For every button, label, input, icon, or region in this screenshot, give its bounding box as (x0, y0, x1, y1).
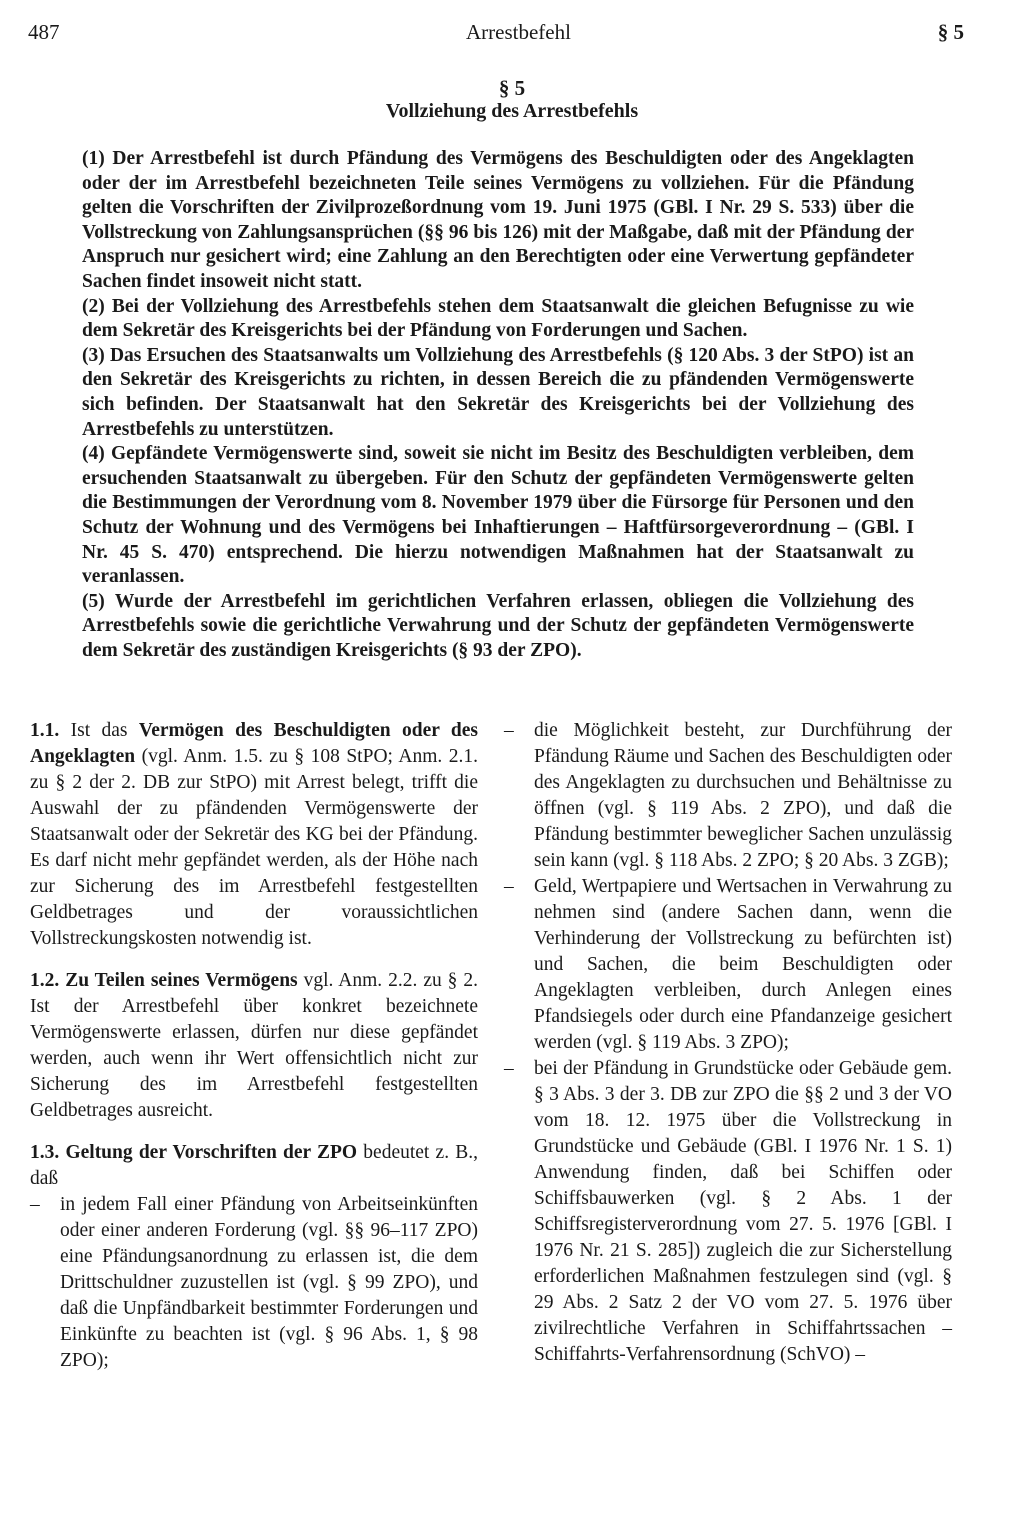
list-item: – in jedem Fall einer Pfändung von Arbeitseinkünften oder einer anderen Forderung (vgl. §§ 96–117 ZPO) eine Pfändungsanordnung zu erlassen ist, die dem Drittschuldner zuzustellen ist (vgl. § 99 ZPO), und daß die Unpfändbarkeit bestimmter Forderungen und Einkünfte zu beachten ist (vgl. § 96 Abs. 1, § 98 ZPO); (30, 1192, 478, 1374)
running-title: Arrestbefehl (466, 20, 571, 44)
list-item: – Geld, Wertpapiere und Wertsachen in Verwahrung zu nehmen sind (andere Sachen dann, wenn die Verhinderung der Vollstreckung zu befürchten ist) und Sachen, die beim Beschuldigten oder Angeklagten verbleiben, durch Anlegen eines Pfandsiegels oder durch eine Pfandanzeige gesichert werden (vgl. § 119 Abs. 3 ZPO); (504, 874, 952, 1056)
page-number: 487 (28, 20, 60, 44)
law-paragraph-1: (1) Der Arrestbefehl ist durch Pfändung des Vermögens des Beschuldigten oder des Angeklagten oder der im Arrestbefehl bezeichneten Teile seines Vermögens zu vollziehen. Für die Pfändung gelten die Vorschriften der Zivilprozeßordnung vom 19. Juni 1975 (GBl. I Nr. 29 S. 533) über die Vollstreckung von Zahlungsansprüchen (§§ 96 bis 126) mit der Maßgabe, daß mit der Pfändung der Anspruch nur gesichert wird; eine Zahlung an den Berechtigten oder eine Verwertung gepfändeter Sachen findet insoweit nicht statt. (82, 148, 914, 292)
note-list (30, 1192, 478, 1374)
law-paragraph-5: (5) Wurde der Arrestbefehl im gerichtlichen Verfahren erlassen, obliegen die Vollziehung des Arrestbefehls sowie die gerichtliche Verwahrung und der Schutz der gepfändeten Vermögenswerte dem Sekretär des zuständigen Kreisgerichts (§ 93 der ZPO). (82, 590, 914, 661)
section-title: Vollziehung des Arrestbefehls (385, 100, 639, 122)
note-list-continued (504, 718, 952, 1368)
law-text (82, 147, 914, 663)
note-text: bedeutet z. B., daß (30, 1142, 479, 1189)
commentary-left-column (30, 718, 478, 1390)
note-number: 1.1. (30, 720, 60, 741)
commentary-right-column (504, 718, 952, 1368)
note-lead: Ist das (70, 720, 128, 741)
note-keyword: Geltung der Vorschriften der ZPO (65, 1142, 358, 1163)
list-item: – die Möglichkeit besteht, zur Durchführung der Pfändung Räume und Sachen des Beschuldigten oder des Angeklagten zu durchsuchen und Behältnisse zu öffnen (vgl. § 119 Abs. 2 ZPO), und daß die Pfändung bestimmter beweglicher Sachen unzulässig sein kann (vgl. § 118 Abs. 2 ZPO; § 20 Abs. 3 ZGB); (504, 718, 952, 874)
note-text: vgl. Anm. 2.2. zu § 2. Ist der Arrestbefehl über konkret bezeichnete Vermögenswerte erlassen, dürfen nur diese gepfändet werden, auch wenn ihr Wert offensichtlich nicht zur Sicherung des im Arrestbefehl festgestellten Geldbetrages ausreicht. (30, 970, 479, 1121)
note-keyword: Vermögen des Beschuldigten oder des Angeklagten (30, 720, 479, 767)
note-1-2 (30, 968, 478, 1124)
note-text: (vgl. Anm. 1.5. zu § 108 StPO; Anm. 2.1. zu § 2 der 2. DB zur StPO) mit Arrest belegt, trifft die Auswahl der zu pfändenden Vermögenswerte der Staatsanwalt oder der Sekretär des KG bei der Pfändung. Es darf nicht mehr gepfändet werden, als der Höhe nach zur Sicherung des im Arrestbefehl festgestellten Geldbetrages und der voraussichtlichen Vollstreckungskosten notwendig ist. (30, 746, 478, 949)
note-number: 1.3. (30, 1142, 60, 1163)
law-paragraph-4: (4) Gepfändete Vermögenswerte sind, soweit sie nicht im Besitz des Beschuldigten verbleiben, dem ersuchenden Staatsanwalt zu übergeben. Für den Schutz der gepfändeten Vermögenswerte gelten die Bestimmungen der Verordnung vom 8. November 1979 über die Fürsorge für Personen und den Schutz der Wohnung und des Vermögens bei Inhaftierungen – Haftfürsorgeverordnung – (GBl. I Nr. 45 S. 470) entsprechend. Die hierzu notwendigen Maßnahmen hat der Staatsanwalt zu veranlassen. (82, 443, 914, 588)
note-number: 1.2. (30, 970, 60, 991)
law-paragraph-2: (2) Bei der Vollziehung des Arrestbefehls stehen dem Staatsanwalt die gleichen Befugnisse zu wie dem Sekretär des Kreisgerichts bei der Pfändung von Forderungen und Sachen. (82, 295, 914, 342)
section-number: § 5 (498, 76, 526, 100)
note-keyword: Zu Teilen seines Vermögens (65, 970, 298, 991)
list-item: – bei der Pfändung in Grundstücke oder Gebäude gem. § 3 Abs. 3 der 3. DB zur ZPO die §§ 2 und 3 der VO vom 18. 12. 1975 über die Vollstreckung in Grundstücke und Gebäude (GBl. I 1976 Nr. 1 S. 1) Anwendung finden, daß bei Schiffen oder Schiffsbauwerken (vgl. § 2 Abs. 1 der Schiffsregisterverordnung vom 27. 5. 1976 [GBl. I 1976 Nr. 21 S. 285]) zugleich die zur Sicherstellung erforderlichen Maßnahmen festzulegen sind (vgl. § 29 Abs. 2 Satz 2 der VO vom 27. 5. 1976 über zivilrechtliche Verfahren in Schiffahrtssachen – Schiffahrts-Verfahrensordnung (SchVO) – (504, 1056, 952, 1368)
note-1-1 (30, 718, 478, 952)
law-paragraph-3: (3) Das Ersuchen des Staatsanwalts um Vollziehung des Arrestbefehls (§ 120 Abs. 3 der StPO) ist an den Sekretär des Kreisgerichts zu richten, in dessen Bereich die zu pfändenden Vermögenswerte sich befinden. Der Staatsanwalt hat den Sekretär des Kreisgerichts bei der Vollziehung des Arrestbefehls zu unterstützen. (82, 344, 914, 440)
note-1-3 (30, 1140, 478, 1374)
page-header (28, 20, 964, 50)
header-section-label: § 5 (937, 20, 964, 44)
